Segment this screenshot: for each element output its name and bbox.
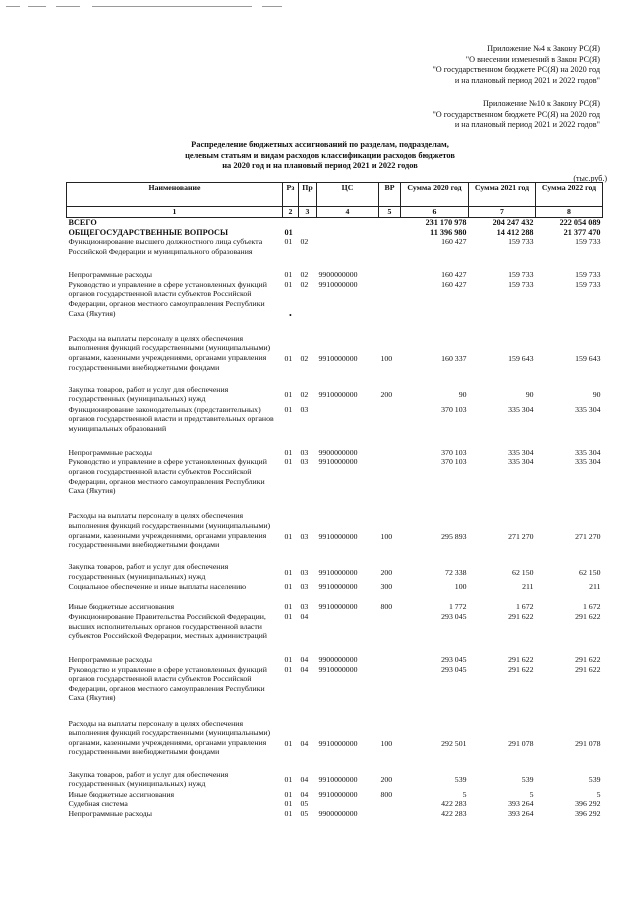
row-sum-2021: 271 270 (508, 532, 534, 542)
row-sum-2021: 159 733 (508, 270, 534, 280)
header-rz: Рз (283, 183, 299, 207)
row-name: Расходы на выплаты персоналу в целях обеспечения выполнения функций государственными (муниципальными) органами, казенными учреждениями, органами управления государственными внебюджетными фондами (68, 333, 271, 372)
row-sum-2020: 370 103 (441, 404, 467, 414)
row-cs: 9910000000 (318, 664, 358, 674)
row-sum-2022: 539 (588, 774, 601, 784)
row-rz: 01 (284, 404, 293, 414)
row-sum-2021: 291 622 (508, 611, 534, 621)
approval-note-law-10 (432, 99, 600, 131)
row-name: Руководство и управление в сфере установленных функций органов государственной власти субъектов Российской Федерации, органов местного самоуправления Республики Саха (Якутия) (68, 457, 267, 496)
header-sum-2021: Сумма 2021 год (469, 183, 536, 207)
row-sum-2022: 222 054 089 (559, 218, 601, 227)
row-name: Закупка товаров, работ и услуг для обеспечения государственных (муниципальных) нужд (68, 562, 229, 581)
row-sum-2022: 90 (592, 389, 601, 399)
row-pr: 03 (300, 447, 309, 457)
column-number: 5 (379, 207, 401, 218)
row-sum-2022: 62 150 (579, 567, 601, 577)
row-cs (317, 405, 379, 448)
approval-line: и на плановый период 2021 и 2022 годов" (454, 75, 600, 85)
table-row (67, 582, 603, 602)
row-rz: 01 (284, 774, 293, 784)
row-name: Иные бюджетные ассигнования (68, 602, 175, 612)
row-cs: 9910000000 (318, 582, 358, 592)
row-sum-2020: 90 (458, 389, 467, 399)
row-pr: 04 (300, 789, 309, 799)
row-cs (317, 237, 379, 270)
header-pr: Пр (299, 183, 317, 207)
row-name: Расходы на выплаты персоналу в целях обеспечения выполнения функций государственными (муниципальными) органами, казенными учреждениями, органами управления государственными внебюджетными фондами (68, 511, 271, 550)
row-sum-2021: 393 264 (508, 799, 534, 809)
row-sum-2020: 370 103 (441, 457, 467, 467)
column-number: 8 (536, 207, 603, 218)
row-pr: 05 (300, 799, 309, 809)
row-sum-2021: 291 622 (508, 664, 534, 674)
row-sum-2021: 335 304 (508, 447, 534, 457)
row-sum-2022: 5 (596, 789, 601, 799)
row-sum-2020: 293 045 (441, 654, 467, 664)
table-row (67, 790, 603, 800)
row-vr (379, 405, 401, 448)
document-title (150, 140, 490, 172)
table-row (67, 799, 603, 809)
row-pr: 03 (300, 567, 309, 577)
row-name: Расходы на выплаты персоналу в целях обеспечения выполнения функций государственными (муниципальными) органами, казенными учреждениями, органами управления государственными внебюджетными фондами (68, 718, 271, 757)
row-rz: 01 (284, 237, 293, 247)
row-sum-2020: 295 893 (441, 532, 467, 542)
table-row (67, 280, 603, 334)
table-row (67, 602, 603, 612)
row-vr: 800 (380, 602, 393, 612)
table-row (67, 218, 603, 228)
row-name: Непрограммные расходы (68, 808, 153, 818)
column-number: 2 (283, 207, 299, 218)
column-number: 3 (299, 207, 317, 218)
row-cs: 9900000000 (318, 447, 358, 457)
row-sum-2022: 159 733 (575, 279, 601, 289)
header-vr: ВР (379, 183, 401, 207)
row-vr (379, 270, 401, 280)
row-cs: 9910000000 (318, 774, 358, 784)
table-row (67, 385, 603, 405)
column-number: 7 (469, 207, 536, 218)
row-pr: 02 (300, 270, 309, 280)
row-cs (317, 218, 379, 228)
row-sum-2020: 100 (454, 582, 467, 592)
approval-line: Приложение №10 к Закону РС(Я) (482, 99, 600, 108)
row-name: Непрограммные расходы (68, 654, 153, 664)
row-pr: 04 (300, 611, 309, 621)
row-sum-2020: 72 338 (445, 567, 467, 577)
table-header-row (67, 183, 603, 207)
table-row (67, 665, 603, 719)
row-rz: 01 (284, 654, 293, 664)
row-vr (379, 799, 401, 809)
row-rz: 01 (284, 611, 293, 621)
row-sum-2021: 62 150 (512, 567, 534, 577)
row-pr: 03 (300, 404, 309, 414)
row-name: Функционирование законодательных (представительных) органов государственной власти и представительных органов муниципальных образований (68, 404, 274, 433)
row-vr: 200 (380, 774, 393, 784)
row-sum-2021: 335 304 (508, 457, 534, 467)
header-name: Наименование (67, 183, 283, 207)
row-pr: 02 (300, 279, 309, 289)
row-sum-2022: 159 643 (575, 354, 601, 364)
row-rz: 01 (284, 799, 293, 809)
row-name: Закупка товаров, работ и услуг для обеспечения государственных (муниципальных) нужд (68, 384, 229, 404)
row-sum-2021: 90 (525, 389, 534, 399)
row-name: ВСЕГО (68, 218, 97, 227)
row-vr (379, 665, 401, 719)
row-vr (379, 280, 401, 334)
table-row (67, 562, 603, 582)
row-sum-2021: 204 247 432 (492, 218, 534, 227)
row-vr: 200 (380, 389, 393, 399)
row-name: Иные бюджетные ассигнования (68, 789, 175, 799)
row-cs: 9910000000 (318, 602, 358, 612)
row-vr (379, 228, 401, 238)
row-sum-2020: 160 427 (441, 279, 467, 289)
row-sum-2020: 11 396 980 (430, 227, 467, 237)
row-cs: 9910000000 (318, 739, 358, 749)
row-cs: 9910000000 (318, 532, 358, 542)
row-sum-2020: 160 427 (441, 237, 467, 247)
row-sum-2021: 159 733 (508, 279, 534, 289)
row-pr: 04 (300, 774, 309, 784)
header-cs: ЦС (317, 183, 379, 207)
row-sum-2022: 1 672 (582, 602, 601, 612)
row-pr: 02 (300, 354, 309, 364)
table-row (67, 237, 603, 270)
row-cs: 9910000000 (318, 789, 358, 799)
table-row (67, 448, 603, 458)
row-rz: 01 (284, 808, 293, 818)
row-sum-2021: 291 078 (508, 739, 534, 749)
row-sum-2022: 291 622 (575, 611, 601, 621)
column-number: 6 (401, 207, 469, 218)
row-pr: 03 (300, 602, 309, 612)
row-sum-2022: 291 622 (575, 654, 601, 664)
row-rz: 01 (284, 447, 293, 457)
row-pr: 04 (300, 654, 309, 664)
row-vr (379, 237, 401, 270)
row-sum-2020: 231 170 978 (425, 218, 467, 227)
table-row (67, 457, 603, 511)
approval-line: "О государственном бюджете РС(Я) на 2020 год (432, 65, 600, 75)
row-rz: 01 (284, 354, 293, 364)
row-sum-2020: 292 501 (441, 739, 467, 749)
row-sum-2020: 1 772 (448, 602, 467, 612)
row-vr: 100 (380, 739, 393, 749)
row-vr: 300 (380, 582, 393, 592)
row-rz: 01 (284, 789, 293, 799)
row-cs: 9900000000 (318, 270, 358, 280)
scan-top-artifact (6, 6, 306, 8)
row-vr (379, 457, 401, 511)
table-body (67, 218, 603, 819)
table-row (67, 228, 603, 238)
row-sum-2020: 422 283 (441, 799, 467, 809)
row-sum-2022: 291 622 (575, 664, 601, 674)
row-sum-2022: 159 733 (575, 237, 601, 247)
row-rz: 01 (284, 227, 293, 237)
approval-line: "О внесении изменений в Закон РС(Я) (465, 54, 600, 64)
header-sum-2022: Сумма 2022 год (536, 183, 603, 207)
row-sum-2020: 293 045 (441, 611, 467, 621)
column-number: 1 (67, 207, 283, 218)
table-row (67, 719, 603, 770)
row-sum-2021: 335 304 (508, 404, 534, 414)
row-sum-2020: 422 283 (441, 808, 467, 818)
row-vr (379, 809, 401, 819)
row-pr (299, 228, 317, 238)
row-pr: 03 (300, 457, 309, 467)
row-sum-2022: 335 304 (575, 404, 601, 414)
row-name: Функционирование Правительства Российской Федерации, высших исполнительных органов государственной власти субъектов Российской Федерации, местных администраций (68, 611, 267, 641)
row-rz: 01 (284, 567, 293, 577)
row-sum-2021: 5 (529, 789, 534, 799)
row-rz (283, 218, 299, 228)
column-number-row (67, 207, 603, 218)
approval-line: Приложение №4 к Закону РС(Я) (487, 44, 600, 53)
row-name: Руководство и управление в сфере установленных функций органов государственной власти субъектов Российской Федерации, органов местного самоуправления Республики Саха (Якутия) (68, 279, 267, 318)
row-name: Непрограммные расходы (68, 447, 153, 457)
row-sum-2020: 370 103 (441, 447, 467, 457)
row-cs (317, 799, 379, 809)
approval-note-law-4 (432, 44, 600, 86)
row-sum-2021: 291 622 (508, 654, 534, 664)
row-sum-2022: 291 078 (575, 739, 601, 749)
row-name: Функционирование высшего должностного лица субъекта Российской Федерации и муниципального образования (68, 237, 263, 256)
row-sum-2021: 159 733 (508, 237, 534, 247)
row-rz: 01 (284, 602, 293, 612)
row-rz: 01 (284, 739, 293, 749)
row-sum-2022: 159 733 (575, 270, 601, 280)
units-label: (тыс.руб.) (573, 174, 607, 183)
title-line: целевым статьям и видам расходов классификации расходов бюджетов (185, 150, 455, 160)
row-rz: 01 (284, 582, 293, 592)
row-sum-2022: 396 292 (575, 808, 601, 818)
row-vr (379, 655, 401, 665)
row-cs: 9910000000 (318, 279, 358, 289)
row-cs: 9910000000 (318, 354, 358, 364)
row-pr: 03 (300, 532, 309, 542)
row-cs (317, 612, 379, 655)
row-pr: 05 (300, 808, 309, 818)
row-sum-2021: 14 412 288 (496, 227, 534, 237)
row-sum-2022: 271 270 (575, 532, 601, 542)
row-pr: 04 (300, 664, 309, 674)
row-pr: 02 (300, 389, 309, 399)
row-sum-2020: 539 (454, 774, 467, 784)
budget-table (66, 182, 603, 818)
title-line: на 2020 год и на плановый период 2021 и 2022 годов (222, 161, 418, 170)
row-sum-2022: 335 304 (575, 447, 601, 457)
row-rz: 01 (284, 270, 293, 280)
row-rz: 01 (284, 457, 293, 467)
row-sum-2021: 393 264 (508, 808, 534, 818)
row-pr: 03 (300, 582, 309, 592)
row-sum-2021: 211 (522, 582, 534, 592)
row-cs (317, 228, 379, 238)
header-sum-2020: Сумма 2020 год (401, 183, 469, 207)
row-vr: 200 (380, 567, 393, 577)
row-vr (379, 612, 401, 655)
row-name: Судебная система (68, 799, 128, 809)
row-vr: 100 (380, 532, 393, 542)
row-vr (379, 448, 401, 458)
row-sum-2022: 335 304 (575, 457, 601, 467)
row-sum-2022: 21 377 470 (563, 227, 601, 237)
approval-line: "О государственном бюджете РС(Я) на 2020 год (432, 109, 600, 119)
row-cs: 9900000000 (318, 654, 358, 664)
row-sum-2021: 539 (521, 774, 534, 784)
approval-line: и на плановый период 2021 и 2022 годов" (454, 120, 600, 130)
row-sum-2020: 293 045 (441, 664, 467, 674)
table-row (67, 809, 603, 819)
row-vr (379, 218, 401, 228)
row-pr (299, 218, 317, 228)
row-sum-2022: 211 (589, 582, 601, 592)
scan-dot: • (289, 311, 292, 320)
row-cs: 9910000000 (318, 457, 358, 467)
row-name: Закупка товаров, работ и услуг для обеспечения государственных (муниципальных) нужд (68, 769, 229, 789)
row-name: ОБЩЕГОСУДАРСТВЕННЫЕ ВОПРОСЫ (68, 227, 228, 237)
row-rz: 01 (284, 664, 293, 674)
row-vr: 800 (380, 789, 393, 799)
table-row (67, 612, 603, 655)
title-line: Распределение бюджетных ассигнований по разделам, подразделам, (191, 140, 449, 149)
row-rz: 01 (284, 532, 293, 542)
table-row (67, 511, 603, 562)
row-name: Социальное обеспечение и иные выплаты населению (68, 582, 247, 592)
row-sum-2020: 5 (462, 789, 467, 799)
row-name: Непрограммные расходы (68, 270, 153, 280)
table-row (67, 655, 603, 665)
row-rz: 01 (284, 279, 293, 289)
table-row (67, 270, 603, 280)
table-row (67, 405, 603, 448)
row-sum-2022: 396 292 (575, 799, 601, 809)
row-cs: 9910000000 (318, 567, 358, 577)
table-row (67, 334, 603, 385)
row-sum-2020: 160 337 (441, 354, 467, 364)
row-sum-2020: 160 427 (441, 270, 467, 280)
row-sum-2021: 1 672 (515, 602, 534, 612)
row-pr: 04 (300, 739, 309, 749)
table-row (67, 770, 603, 790)
row-cs: 9910000000 (318, 389, 358, 399)
row-rz: 01 (284, 389, 293, 399)
row-vr: 100 (380, 354, 393, 364)
row-sum-2021: 159 643 (508, 354, 534, 364)
row-name: Руководство и управление в сфере установленных функций органов государственной власти субъектов Российской Федерации, органов местного самоуправления Республики Саха (Якутия) (68, 664, 267, 703)
column-number: 4 (317, 207, 379, 218)
row-pr: 02 (300, 237, 309, 247)
row-cs: 9900000000 (318, 808, 358, 818)
